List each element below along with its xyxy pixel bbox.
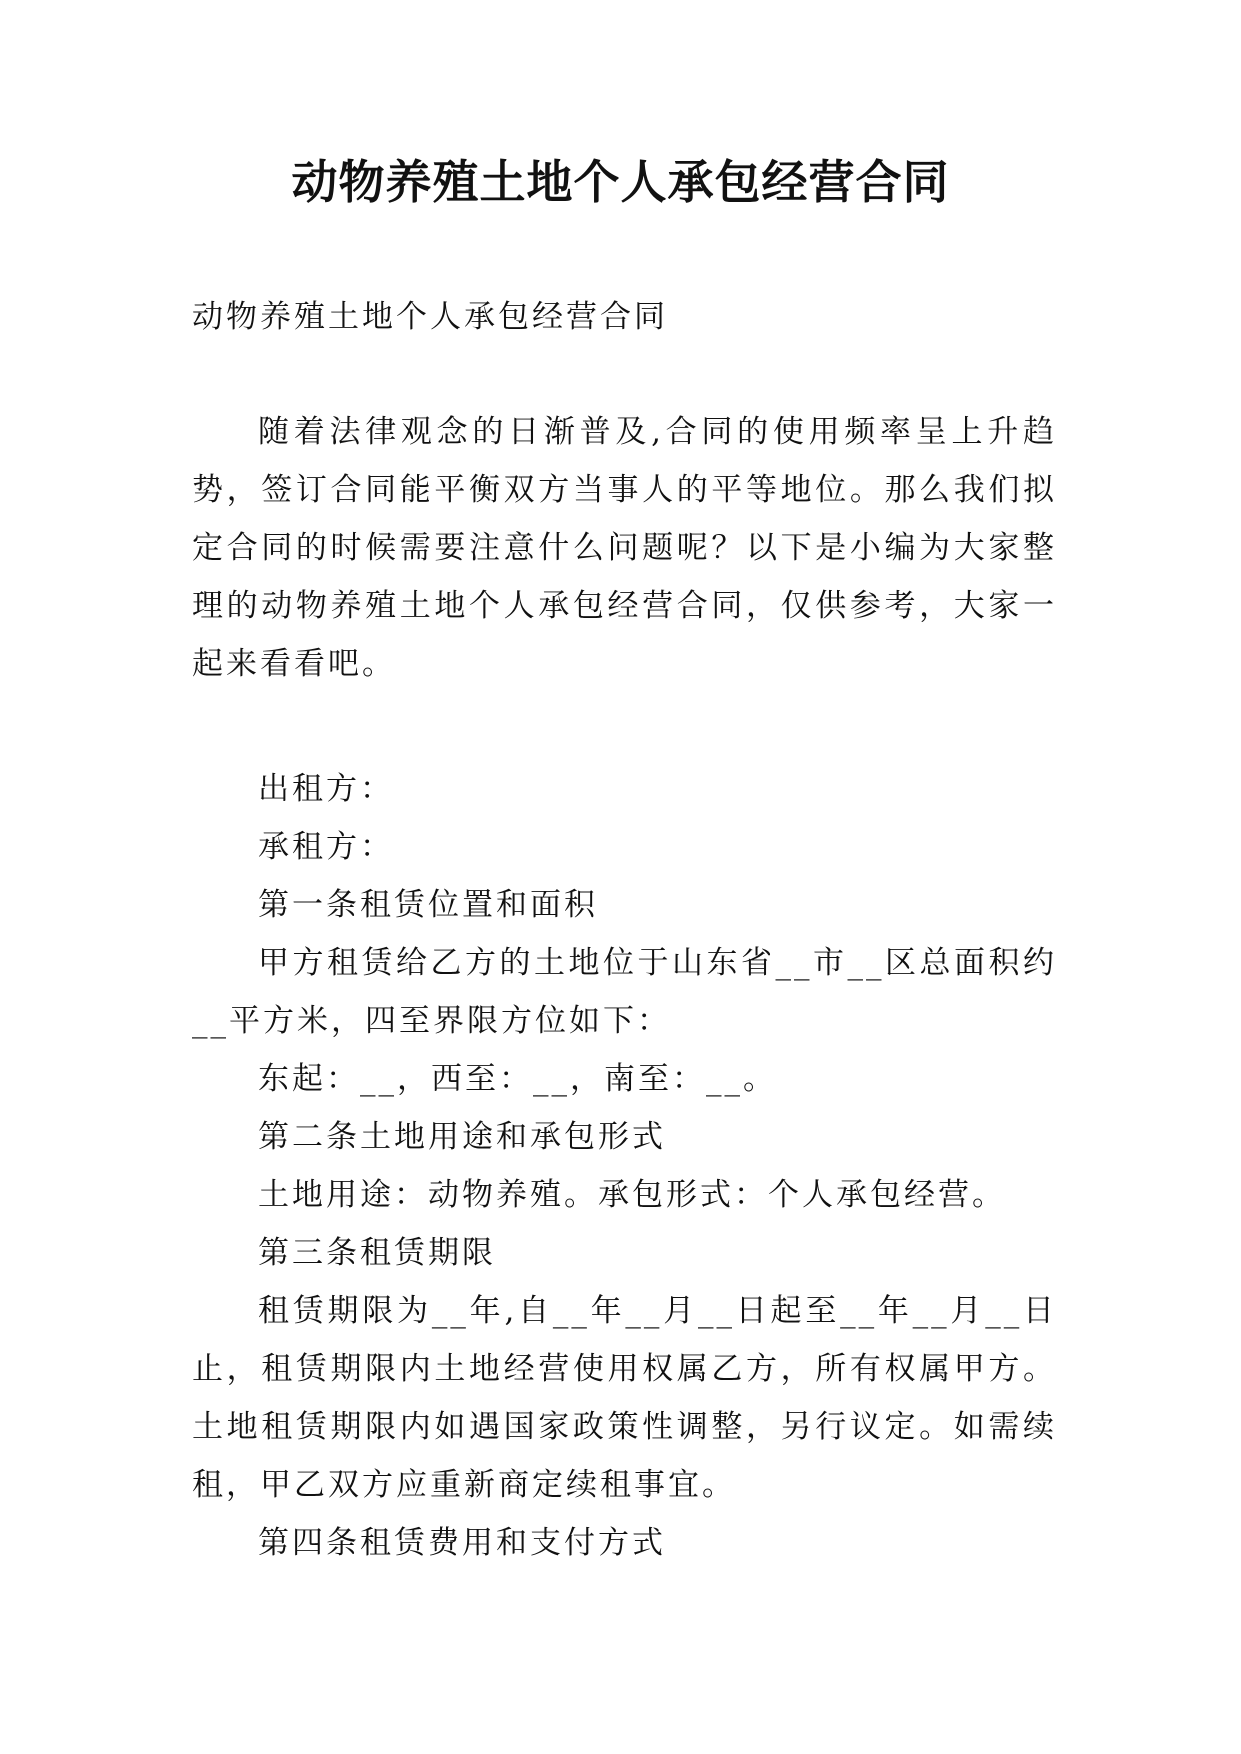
contract-clauses (192, 760, 1057, 1572)
document-subtitle: 动物养殖土地个人承包经营合同 (192, 299, 668, 335)
clause-4-heading: 第四条租赁费用和支付方式 (258, 1525, 666, 1561)
paragraph-lessee: 承租方： (258, 829, 394, 865)
clause-1-boundaries: 东起：__，西至：__，南至：__。 (258, 1061, 777, 1097)
clause-2-heading: 第二条土地用途和承包形式 (258, 1119, 666, 1155)
clause-2-body: 土地用途：动物养殖。承包形式：个人承包经营。 (258, 1177, 1006, 1213)
document-title: 动物养殖土地个人承包经营合同 (291, 155, 950, 209)
clause-3-body: 租赁期限为__年,自__年__月__日起至__年__月__日止，租赁期限内土地经营使用权属乙方，所有权属甲方。土地租赁期限内如遇国家政策性调整，另行议定。如需续租，甲乙双方应重新商定续租事宜。 (192, 1293, 1057, 1503)
clause-3-heading: 第三条租赁期限 (258, 1235, 496, 1271)
paragraph-lessor: 出租方： (258, 771, 394, 807)
intro-paragraph (192, 403, 1057, 693)
clause-1-body: 甲方租赁给乙方的土地位于山东省__市__区总面积约__平方米，四至界限方位如下： (192, 945, 1057, 1039)
clause-1-heading: 第一条租赁位置和面积 (258, 887, 598, 923)
intro-text: 随着法律观念的日渐普及,合同的使用频率呈上升趋势，签订合同能平衡双方当事人的平等地位。那么我们拟定合同的时候需要注意什么问题呢？以下是小编为大家整理的动物养殖土地个人承包经营合同，仅供参考，大家一起来看看吧。 (192, 414, 1057, 682)
